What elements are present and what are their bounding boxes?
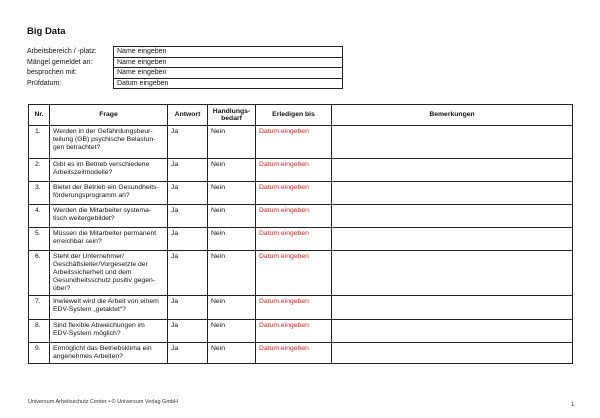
question-text: Sind flexible Abweichungen im EDV-System möglich? <box>50 320 168 343</box>
meta-row-besprochen <box>27 68 343 79</box>
due-date-field[interactable]: Datum eingeben <box>256 296 332 320</box>
remarks-field[interactable] <box>332 205 573 228</box>
question-text: Gibt es im Betrieb verschiedene Arbeitszeitmodelle? <box>50 159 168 182</box>
meta-row-arbeitsbereich <box>27 47 343 58</box>
row-number: 3. <box>29 182 50 205</box>
table-row <box>29 343 573 364</box>
meta-value-field[interactable]: Name eingeben <box>114 57 343 68</box>
answer-nein[interactable]: Nein <box>208 205 256 228</box>
meta-label: Prüfdatum: <box>27 79 62 87</box>
meta-row-maengel <box>27 57 343 68</box>
row-number: 6. <box>29 251 50 296</box>
remarks-field[interactable] <box>332 159 573 182</box>
answer-nein[interactable]: Nein <box>208 126 256 159</box>
remarks-field[interactable] <box>332 251 573 296</box>
row-number: 5. <box>29 228 50 251</box>
answer-ja[interactable]: Ja <box>168 251 208 296</box>
meta-value-field[interactable]: Name eingeben <box>114 68 343 79</box>
meta-label: Arbeitsbereich / -platz: <box>27 48 97 55</box>
remarks-field[interactable] <box>332 296 573 320</box>
meta-value-field[interactable]: Datum eingeben <box>114 78 343 89</box>
due-date-field[interactable]: Datum eingeben <box>256 205 332 228</box>
header-bemerkungen: Bemerkungen <box>332 105 573 126</box>
footer-text: Universum Arbeitsschutz Center • © Universum Verlag GmbH <box>28 399 178 405</box>
remarks-field[interactable] <box>332 182 573 205</box>
remarks-field[interactable] <box>332 228 573 251</box>
answer-ja[interactable]: Ja <box>168 182 208 205</box>
header-frage: Frage <box>50 105 168 126</box>
question-text: Ermöglicht das Betriebsklima ein angenehmes Arbeiten? <box>50 343 168 364</box>
answer-ja[interactable]: Ja <box>168 343 208 364</box>
checklist-table <box>28 104 573 364</box>
table-row <box>29 159 573 182</box>
due-date-field[interactable]: Datum eingeben <box>256 182 332 205</box>
remarks-field[interactable] <box>332 343 573 364</box>
row-number: 8. <box>29 320 50 343</box>
table-row <box>29 251 573 296</box>
due-date-field[interactable]: Datum eingeben <box>256 159 332 182</box>
answer-ja[interactable]: Ja <box>168 126 208 159</box>
meta-row-pruefdatum <box>27 78 343 89</box>
answer-ja[interactable]: Ja <box>168 205 208 228</box>
question-text: Steht der Unternehmer/ Geschäftsleiter/Vorgesetzte der Arbeitssicherheit und dem Gesundheitsschutz positiv gegen- über? <box>50 251 168 296</box>
table-row <box>29 296 573 320</box>
table-row <box>29 182 573 205</box>
header-erledigen-bis: Erledigen bis <box>256 105 332 126</box>
question-text: Werden in der Gefährdungsbeur- teilung (GB) psychische Belastun- gen betrachtet? <box>50 126 168 159</box>
row-number: 1. <box>29 126 50 159</box>
answer-ja[interactable]: Ja <box>168 320 208 343</box>
answer-ja[interactable]: Ja <box>168 159 208 182</box>
page-number: 1 <box>571 402 575 408</box>
answer-ja[interactable]: Ja <box>168 228 208 251</box>
answer-nein[interactable]: Nein <box>208 182 256 205</box>
header-antwort: Antwort <box>168 105 208 126</box>
answer-nein[interactable]: Nein <box>208 251 256 296</box>
answer-nein[interactable]: Nein <box>208 343 256 364</box>
remarks-field[interactable] <box>332 126 573 159</box>
meta-label: besprochen mit: <box>27 69 77 76</box>
document-title: Big Data <box>27 26 66 37</box>
row-number: 7. <box>29 296 50 320</box>
table-row <box>29 228 573 251</box>
row-number: 4. <box>29 205 50 228</box>
due-date-field[interactable]: Datum eingeben <box>256 320 332 343</box>
due-date-field[interactable]: Datum eingeben <box>256 126 332 159</box>
answer-nein[interactable]: Nein <box>208 228 256 251</box>
question-text: Werden die Mitarbeiter systema- tisch weitergebildet? <box>50 205 168 228</box>
table-header-row <box>29 105 573 126</box>
due-date-field[interactable]: Datum eingeben <box>256 228 332 251</box>
meta-fields <box>27 46 343 89</box>
due-date-field[interactable]: Datum eingeben <box>256 251 332 296</box>
answer-ja[interactable]: Ja <box>168 296 208 320</box>
meta-label: Mängel gemeldet an: <box>27 58 93 66</box>
remarks-field[interactable] <box>332 320 573 343</box>
checklist-body <box>29 126 573 364</box>
due-date-field[interactable]: Datum eingeben <box>256 343 332 364</box>
header-handlungsbedarf: Handlungs- bedarf <box>208 105 256 126</box>
meta-value-field[interactable]: Name eingeben <box>114 47 343 58</box>
table-row <box>29 205 573 228</box>
question-text: Müssen die Mitarbeiter permanent erreichbar sein? <box>50 228 168 251</box>
answer-nein[interactable]: Nein <box>208 296 256 320</box>
row-number: 2. <box>29 159 50 182</box>
table-row <box>29 320 573 343</box>
header-nr: Nr. <box>29 105 50 126</box>
answer-nein[interactable]: Nein <box>208 320 256 343</box>
answer-nein[interactable]: Nein <box>208 159 256 182</box>
question-text: Inwieweit wird die Arbeit von einem EDV-System „getaktet“? <box>50 296 168 320</box>
question-text: Bietet der Betrieb ein Gesundheits- förderungsprogramm an? <box>50 182 168 205</box>
row-number: 9. <box>29 343 50 364</box>
table-row <box>29 126 573 159</box>
